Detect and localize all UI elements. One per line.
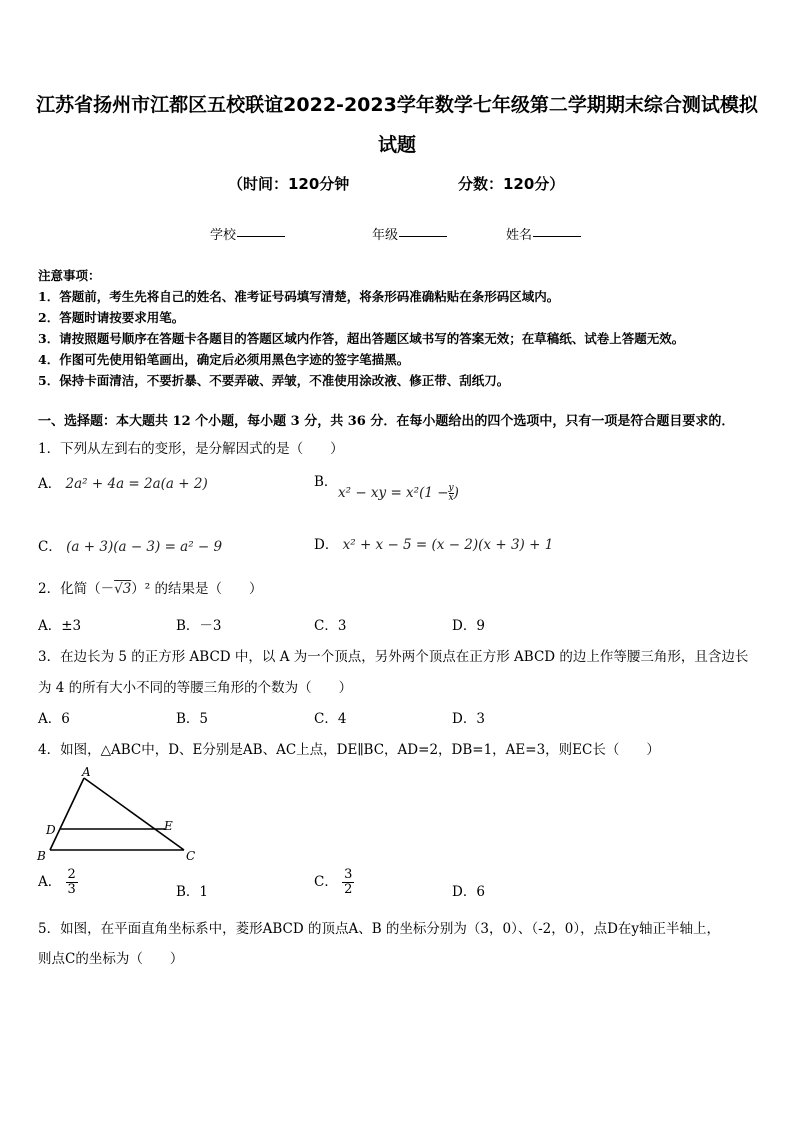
name-blank[interactable] (533, 224, 581, 237)
option-formula: (a + 3)(a − 3) = a² − 9 (66, 539, 223, 555)
vertex-label-c: C (186, 849, 196, 862)
q3-option-a[interactable]: A．6 (38, 711, 70, 727)
note-item: 3．请按照题号顺序在答题卡各题目的答题区域内作答，超出答题区域书写的答案无效；在草稿纸、试卷上答题无效。 (38, 331, 685, 346)
name-label: 姓名 (506, 228, 533, 243)
q1-option-b-formula (338, 484, 459, 503)
q2-option-a[interactable]: A．±3 (38, 618, 82, 634)
q1-option-d[interactable] (314, 533, 553, 553)
option-formula: x² − xy = x²(1 − (338, 485, 449, 501)
option-label: C． (314, 874, 338, 890)
option-formula: 2a² + 4a = 2a(a + 2) (65, 476, 208, 492)
q4-option-b[interactable]: B．1 (176, 884, 209, 900)
question-2-stem (38, 577, 263, 597)
q3-option-b[interactable]: B．5 (176, 711, 209, 727)
question-3-stem-line2: 为 4 的所有大小不同的等腰三角形的个数为（ ） (38, 680, 353, 696)
option-label: C． (38, 539, 62, 555)
option-formula: x² + x − 5 = (x − 2)(x + 3) + 1 (342, 537, 554, 553)
fraction-y-over-x: $\frac{y}{x}$ (448, 483, 454, 503)
point-label-d: D (46, 823, 56, 837)
q4-option-c[interactable] (314, 868, 354, 897)
triangle-abc-figure (36, 766, 202, 862)
question-5-stem-line1: 5．如图，在平面直角坐标系中，菱形ABCD 的顶点A、B 的坐标分别为（3，0）、（-2，0），点D在y轴正半轴上， (38, 921, 721, 937)
question-4-stem: 4．如图，△ABC中，D、E分别是AB、AC上点，DE∥BC，AD=2，DB=1，AE=3，则EC长（ ） (38, 742, 660, 758)
question-1-stem: 1．下列从左到右的变形，是分解因式的是（ ） (38, 441, 344, 457)
q1-option-c[interactable] (38, 535, 222, 555)
option-formula-end: ) (453, 485, 459, 501)
q1-option-a[interactable] (38, 472, 208, 492)
section-heading: 一、选择题：本大题共 12 个小题，每小题 3 分，共 36 分．在每小题给出的四个选项中，只有一项是符合题目要求的． (38, 414, 735, 429)
q4-option-a[interactable] (38, 868, 78, 897)
option-label: B． (314, 474, 338, 490)
grade-blank[interactable] (399, 224, 447, 237)
q2-option-c[interactable]: C．3 (314, 618, 347, 634)
vertex-label-b: B (37, 849, 46, 862)
exam-score: 分数：120分） (458, 175, 565, 193)
option-label: A． (38, 874, 62, 890)
exam-title-line1: 江苏省扬州市江都区五校联谊2022-2023学年数学七年级第二学期期末综合测试模拟 (36, 94, 758, 116)
question-3-stem-line1: 3．在边长为 5 的正方形 ABCD 中，以 A 为一个顶点，另外两个顶点在正方形 ABCD 的边上作等腰三角形，且含边长 (38, 649, 749, 665)
exam-notes (38, 265, 684, 391)
vertex-label-a: A (82, 766, 91, 779)
fraction-2-3: $\frac{2}{3}$ (67, 867, 76, 897)
stem-text: 2．化简（－ (38, 581, 115, 597)
school-label: 学校 (210, 228, 237, 243)
q2-option-b[interactable]: B．－3 (176, 618, 222, 634)
q3-option-c[interactable]: C．4 (314, 711, 347, 727)
note-item: 5．保持卡面清洁，不要折暴、不要弄破、弄皱，不准使用涂改液、修正带、刮纸刀。 (38, 373, 510, 388)
side-ac (84, 778, 184, 850)
point-label-e: E (164, 819, 173, 833)
notes-heading: 注意事项： (38, 268, 101, 283)
q3-option-d[interactable]: D．3 (452, 711, 485, 727)
grade-label: 年级 (372, 228, 399, 243)
q2-option-d[interactable]: D．9 (452, 618, 485, 634)
stem-text: ）² 的结果是（ ） (131, 581, 263, 597)
exam-time: （时间：120分钟 (228, 175, 350, 193)
option-label: D． (314, 537, 339, 553)
sqrt-3: √3 (114, 581, 132, 597)
school-blank[interactable] (237, 224, 285, 237)
q1-option-b[interactable] (314, 470, 337, 490)
option-label: A． (38, 476, 62, 492)
note-item: 4．作图可先使用铅笔画出，确定后必须用黑色字迹的签字笔描黑。 (38, 352, 410, 367)
exam-title-line2: 试题 (377, 134, 416, 156)
q4-option-d[interactable]: D．6 (452, 884, 485, 900)
fraction-3-2: $\frac{3}{2}$ (344, 867, 353, 897)
note-item: 1．答题前，考生先将自己的姓名、准考证号码填写清楚，将条形码准确粘贴在条形码区域内。 (38, 289, 560, 304)
side-ab (50, 778, 84, 850)
question-5-stem-line2: 则点C的坐标为（ ） (38, 951, 184, 967)
note-item: 2．答题时请按要求用笔。 (38, 310, 185, 325)
